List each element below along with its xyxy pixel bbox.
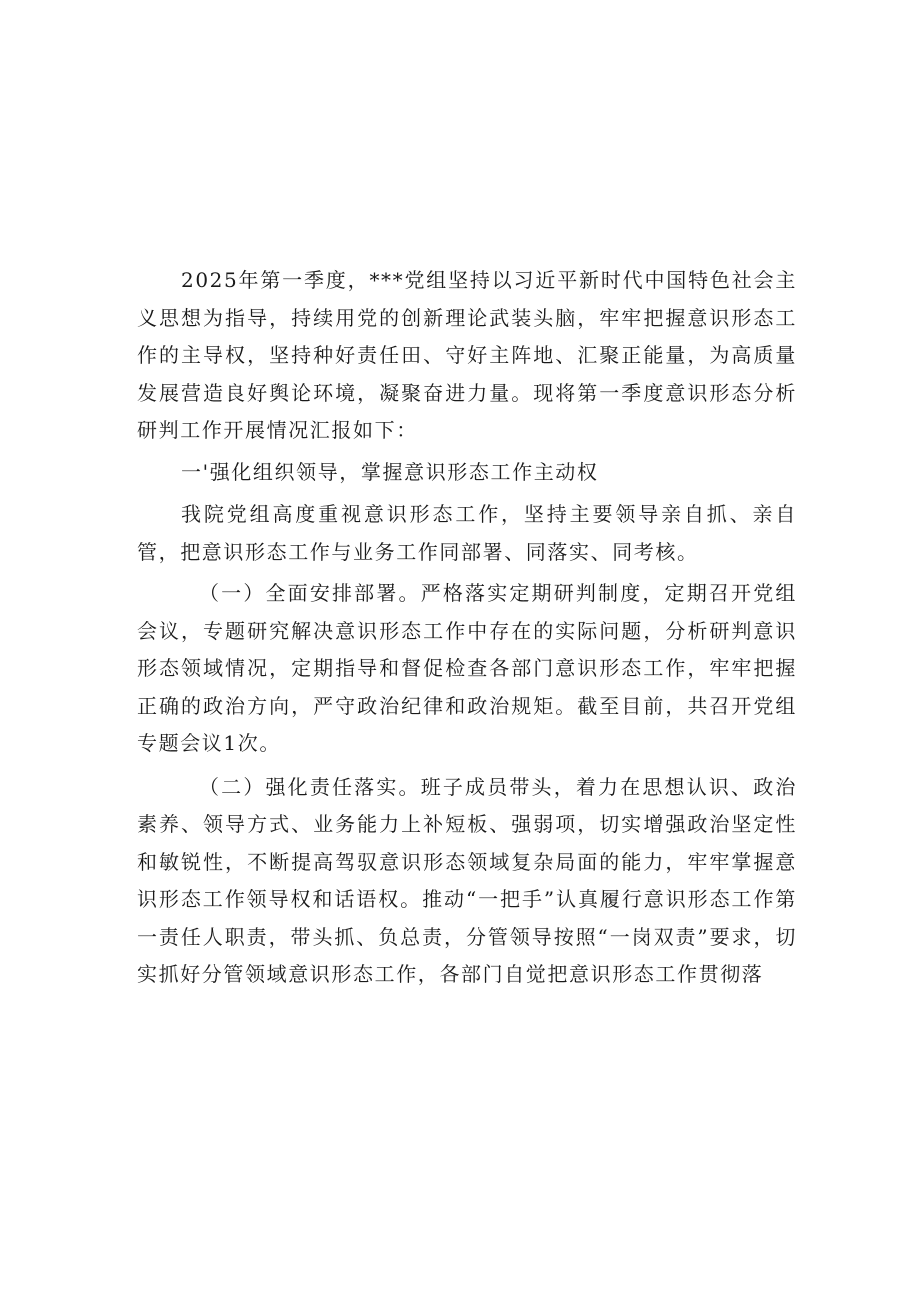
item-paragraph-1: （一）全面安排部署。严格落实定期研判制度，定期召开党组会议，专题研究解决意识形态工作中存在的实际问题，分析研判意识形态领域情况，定期指导和督促检查各部门意识形态工作，牢牢把握正确的政治方向，严守政治纪律和政治规矩。截至目前，共召开党组专题会议1次。 [137,581,797,755]
intro-paragraph: 2025年第一季度，***党组坚持以习近平新时代中国特色社会主义思想为指导，持续用党的创新理论武装头脑，牢牢把握意识形态工作的主导权，坚持种好责任田、守好主阵地、汇聚正能量，为高质量发展营造良好舆论环境，凝聚奋进力量。现将第一季度意识形态分析研判工作开展情况汇报如下： [137,268,797,442]
document-body [137,262,797,994]
section-body-paragraph: 我院党组高度重视意识形态工作，坚持主要领导亲自抓、亲自管，把意识形态工作与业务工作同部署、同落实、同考核。 [137,502,797,564]
item-paragraph-2: （二）强化责任落实。班子成员带头，着力在思想认识、政治素养、领导方式、业务能力上补短板、强弱项，切实增强政治坚定性和敏锐性，不断提高驾驭意识形态领域复杂局面的能力，牢牢掌握意识形态工作领导权和话语权。推动“一把手”认真履行意识形态工作第一责任人职责，带头抓、负总责，分管领导按照“一岗双责”要求，切实抓好分管领域意识形态工作，各部门自觉把意识形态工作贯彻落 [137,774,797,986]
section-heading: 一'强化组织领导，掌握意识形态工作主动权 [181,459,599,484]
